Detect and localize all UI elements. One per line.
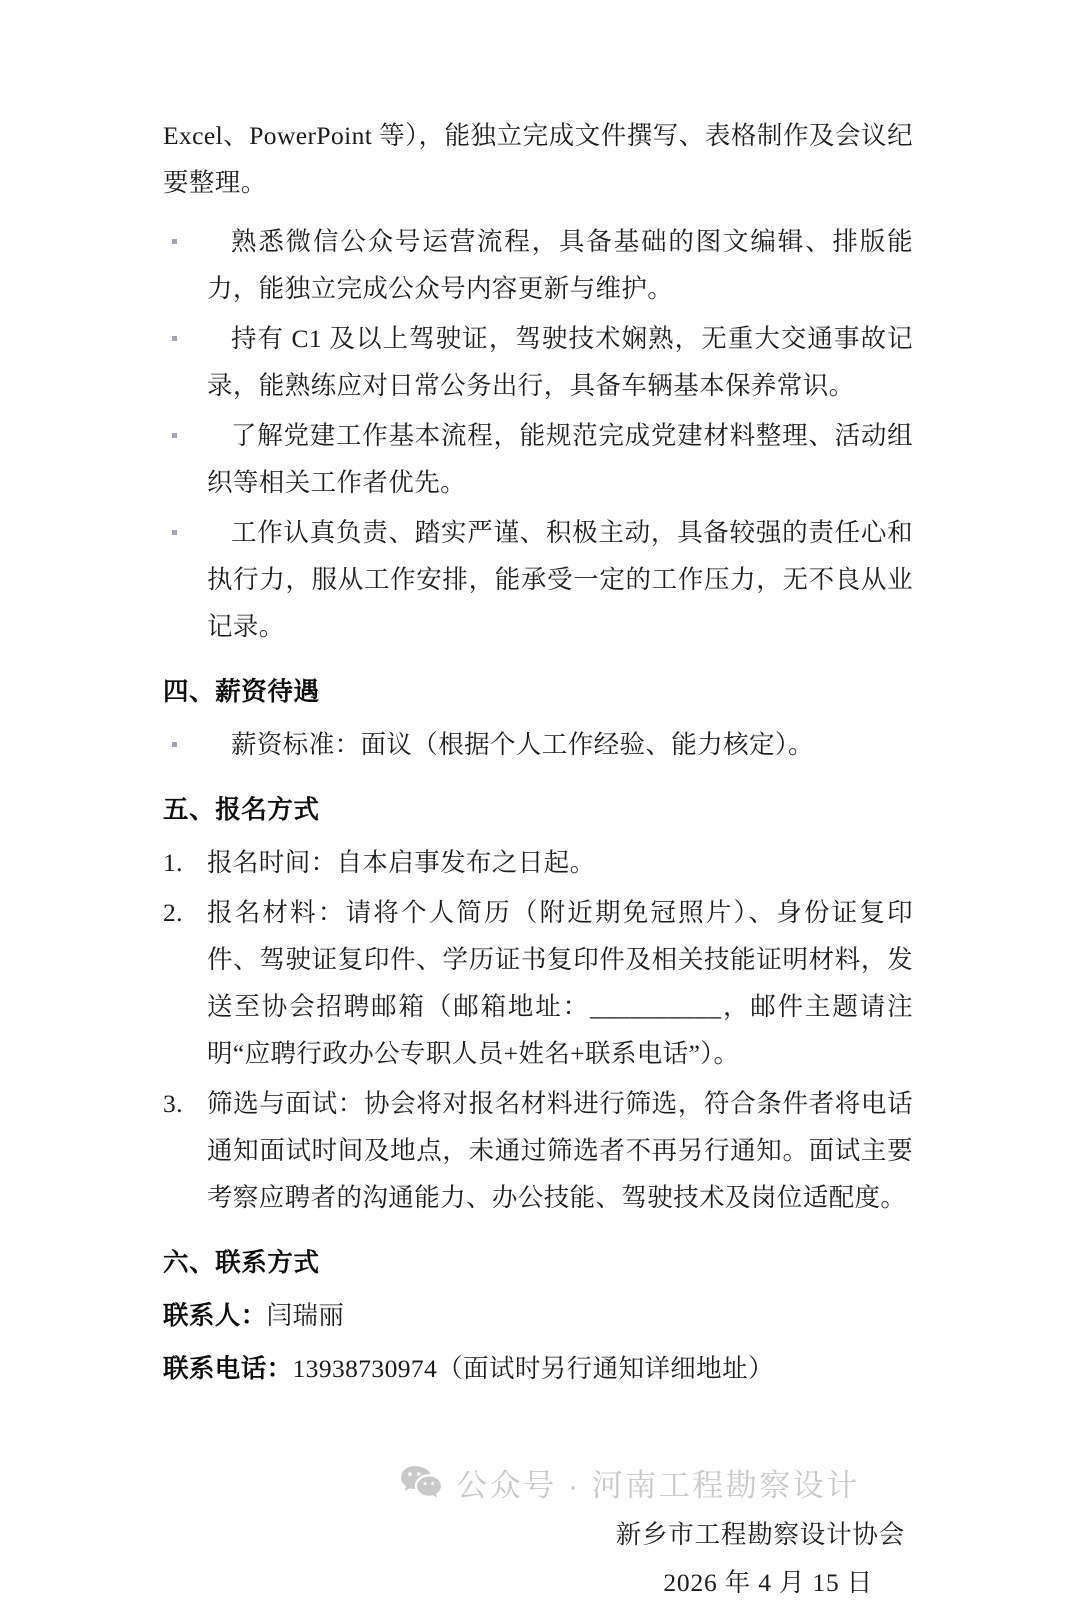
section-heading-apply: 五、报名方式: [163, 795, 320, 824]
section-heading-salary: 四、薪资待遇: [163, 677, 320, 706]
bullet-dot-icon: [172, 530, 177, 535]
bullet-dot-icon: [172, 742, 177, 747]
contact-phone-label: 联系电话：: [163, 1354, 293, 1383]
list-item-text: 报名材料：请将个人简历（附近期免冠照片）、身份证复印件、驾驶证复印件、学历证书复印件及相关技能证明材料，发送至协会招聘邮箱（邮箱地址：__________，邮件主题请注明“应聘行政办公专职人员+姓名+联系电话”）。: [207, 898, 913, 1068]
numbered-list-item: [163, 889, 913, 1077]
list-item: [163, 315, 913, 409]
footer-watermark: [0, 1460, 1080, 1505]
numbered-list-item: [163, 1080, 913, 1221]
list-item-text: 薪资标准：面议（根据个人工作经验、能力核定）。: [231, 730, 814, 759]
bullet-dot-icon: [172, 239, 177, 244]
numbered-list-item: [163, 839, 913, 886]
list-item: [163, 218, 913, 312]
bullet-dot-icon: [172, 336, 177, 341]
contact-person-line: [163, 1292, 913, 1339]
wechat-icon: [400, 1465, 442, 1501]
list-item-number: 1.: [163, 848, 183, 877]
list-item-number: 2.: [163, 898, 183, 927]
list-item-text: 熟悉微信公众号运营流程，具备基础的图文编辑、排版能力，能独立完成公众号内容更新与维护。: [207, 227, 913, 303]
bullet-dot-icon: [172, 433, 177, 438]
list-item-text: 了解党建工作基本流程，能规范完成党建材料整理、活动组织等相关工作者优先。: [207, 421, 913, 497]
contact-person-value: 闫瑞丽: [266, 1301, 345, 1330]
lead-paragraph: Excel、PowerPoint 等），能独立完成文件撰写、表格制作及会议纪要整理。: [163, 121, 913, 197]
contact-phone-value: 13938730974（面试时另行通知详细地址）: [292, 1354, 774, 1383]
section-heading-contact: 六、联系方式: [163, 1248, 320, 1277]
signature-date: 2026 年 4 月 15 日: [663, 1568, 873, 1597]
contact-person-label: 联系人：: [163, 1301, 267, 1330]
list-item-text: 筛选与面试：协会将对报名材料进行筛选，符合条件者将电话通知面试时间及地点，未通过筛选者不再另行通知。面试主要考察应聘者的沟通能力、办公技能、驾驶技术及岗位适配度。: [207, 1089, 913, 1212]
contact-phone-line: [163, 1345, 913, 1392]
list-item-text: 报名时间：自本启事发布之日起。: [207, 848, 596, 877]
footer-text: 公众号 · 河南工程勘察设计: [456, 1468, 860, 1503]
signature-organization: 新乡市工程勘察设计协会: [615, 1520, 905, 1549]
list-item-text: 持有 C1 及以上驾驶证，驾驶技术娴熟，无重大交通事故记录，能熟练应对日常公务出行，具备车辆基本保养常识。: [207, 324, 913, 400]
list-item: [163, 412, 913, 506]
document-body: [163, 112, 913, 1606]
list-item: [163, 509, 913, 650]
list-item-text: 工作认真负责、踏实严谨、积极主动，具备较强的责任心和执行力，服从工作安排，能承受一定的工作压力，无不良从业记录。: [207, 518, 913, 641]
list-item: [163, 721, 913, 768]
list-item-number: 3.: [163, 1089, 183, 1118]
signature-block: [163, 1512, 913, 1606]
